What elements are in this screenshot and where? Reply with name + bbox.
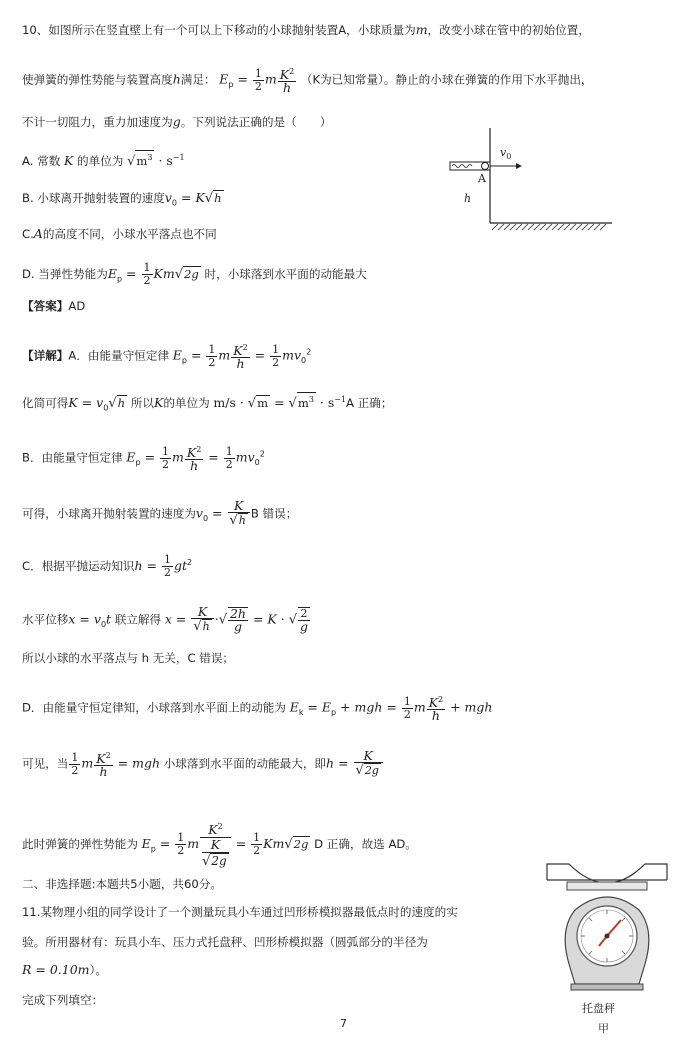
tray-scale-figure — [545, 852, 670, 997]
explain-line4: 可得，小球离开抛射装置的速度为$v_0$ = $\frac{K}{√h}$ B 错误； — [22, 498, 298, 528]
explain-line8: D．由能量守恒定律知，小球落到水平面上的动能为 $E_k = E_p$ + mgh = $\frac{1}{2}$ m $\frac{K^2}{h}$ + mgh — [22, 694, 493, 724]
q10-line3: 不计一切阻力，重力加速度为g。下列说法正确的是（ ） — [22, 114, 332, 129]
launcher-figure — [440, 120, 620, 235]
q10-option-b: B. 小球离开抛射装置的速度$v_0 = K√h$ — [22, 190, 222, 208]
explain-line1: 【详解】A．由能量守恒定律 $E_p$ = $\frac{1}{2}$ m $\frac{K^2}{h}$ = $\frac{1}{2}$ $mv_0^2$ — [22, 342, 312, 372]
q10-line2: 使弹簧的弹性势能与装置高度h满足： $E_p$ = $\frac{1}{2}$ m $\frac{K^2}{h}$ （K为已知常量）。静止的小球在弹簧的作用下水平抛出， — [22, 66, 593, 96]
section2-header: 二、非选择题:本题共5小题，共60分。 — [22, 877, 222, 891]
q11-line1: 11.某物理小组的同学设计了一个测量玩具小车通过凹形桥模拟器最低点时的速度的实 — [22, 905, 458, 919]
explain-line3: B．由能量守恒定律 $E_p$ = $\frac{1}{2}$ m $\frac{K^2}{h}$ = $\frac{1}{2}$ $mv_0^2$ — [22, 444, 265, 474]
explain-line5: C．根据平抛运动知识h = $\frac{1}{2}$ $gt^2$ — [22, 553, 193, 579]
q11-line4: 完成下列填空： — [22, 993, 104, 1007]
explain-line10: 此时弹簧的弹性势能为 $E_p$ = $\frac{1}{2}$ m $K^2$ K √2g = $\frac{1}{2}$ Km√2g D 正确，故选 AD。 — [22, 822, 417, 870]
q11-line3: R = 0.10m）。 — [22, 962, 107, 977]
figure-v0-label: $v_0$ — [500, 146, 512, 162]
answer-line: 【答案】AD — [22, 299, 86, 313]
figure-a-label: A — [478, 172, 486, 185]
explain-line9: 可见，当 $\frac{1}{2}$ m $\frac{K^2}{h}$ = mgh 小球落到水平面的动能最大，即h = $\frac{K}{√2g}$ — [22, 750, 384, 778]
explain-line6: 水平位移$x = v_0t$ 联立解得 x = $\frac{K}{√h}$ ·√ $\frac{2h}{g}$ = K · √ $\frac{2}{g}$ — [22, 604, 308, 634]
figure2-label: 甲 — [598, 1022, 609, 1035]
page-number: 7 — [340, 1017, 347, 1030]
figure2-caption: 托盘秤 — [582, 1002, 615, 1015]
q10-line1: 10、如图所示在竖直壁上有一个可以上下移动的小球抛射装置A，小球质量为m，改变小球在管中的初始位置， — [22, 22, 590, 37]
q10-option-d: D. 当弹性势能为$E_p$ = $\frac{1}{2}$ Km√2g 时，小球落到水平面的动能最大 — [22, 261, 367, 287]
explain-line2: 化简可得$K = v_0√h$ 所以K的单位为 $m/s \cdot √m = √m^3 \cdot s^{-1}A$ 正确； — [22, 392, 392, 416]
q10-option-a: A. 常数 K 的单位为 $√m^3 \cdot s^{-1}$ — [22, 150, 185, 170]
q11-line2: 验。所用器材有：玩具小车、压力式托盘秤、凹形桥模拟器（圆弧部分的半径为 — [22, 935, 428, 949]
q10-option-c: C.A的高度不同，小球水平落点也不同 — [22, 226, 217, 241]
figure-h-label: h — [464, 192, 472, 205]
explain-line7: 所以小球的水平落点与 h 无关，C 错误； — [22, 651, 235, 665]
